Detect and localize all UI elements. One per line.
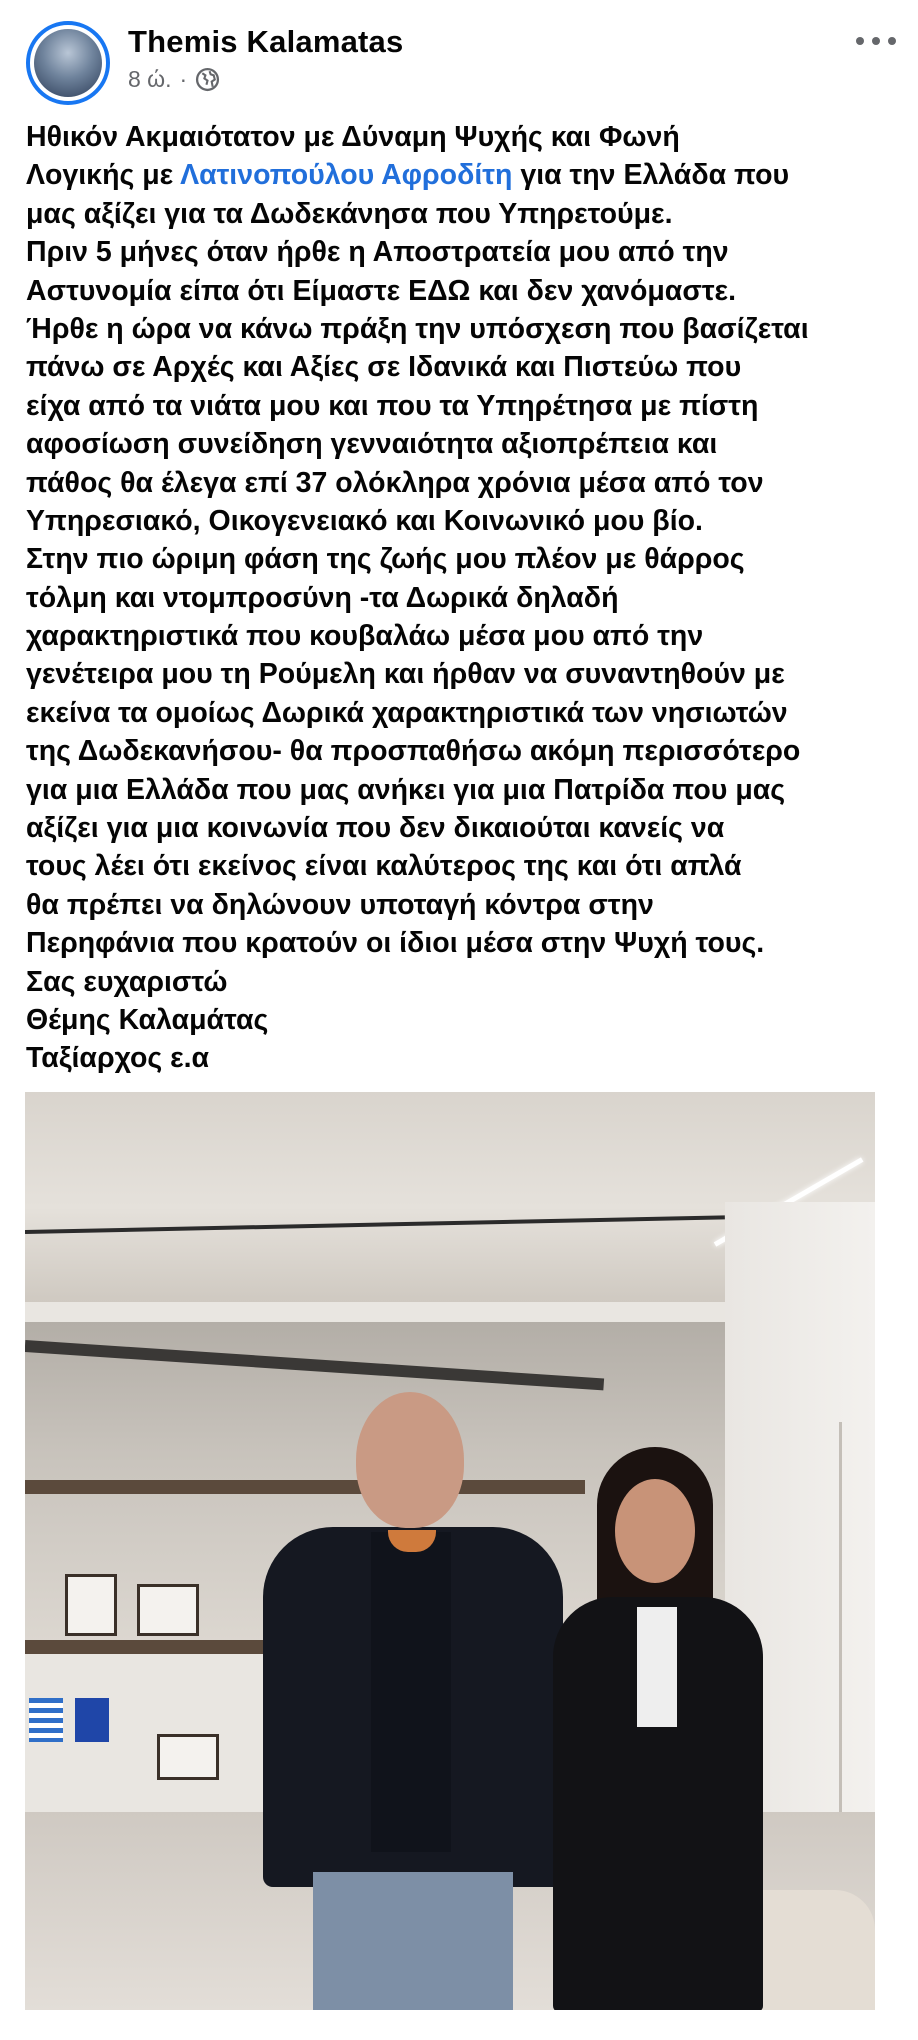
text-line: Ήρθε η ώρα να κάνω πράξη την υπόσχεση που βασίζεται	[26, 312, 809, 345]
eu-flag	[75, 1698, 109, 1742]
post-meta	[128, 66, 220, 93]
man-jeans	[313, 1872, 513, 2010]
woman-top	[637, 1607, 677, 1727]
man-head	[356, 1392, 464, 1528]
text-line: της Δωδεκανήσου- θα προσπαθήσω ακόμη περισσότερο	[26, 735, 801, 768]
text-line: είχα από τα νιάτα μου και που τα Υπηρέτησα με πίστη	[26, 389, 759, 422]
text-line: Αστυνομία είπα ότι Είμαστε ΕΔΩ και δεν χανόμαστε.	[26, 274, 736, 307]
text-line: εκείνα τα ομοίως Δωρικά χαρακτηριστικά των νησιωτών	[26, 696, 788, 729]
post-text	[26, 118, 914, 1078]
text-line	[26, 156, 914, 194]
greek-flag	[29, 1698, 63, 1742]
picture-frame	[65, 1574, 117, 1636]
text-line: χαρακτηριστικά που κουβαλάω μέσα μου από την	[26, 620, 704, 653]
mention-link[interactable]: Λατινοπούλου Αφροδίτη	[180, 159, 513, 192]
picture-frame	[137, 1584, 199, 1636]
picture-frame	[157, 1734, 219, 1780]
post-header	[0, 0, 918, 112]
more-dot	[888, 37, 896, 45]
text-line: Θέμης Καλαμάτας	[26, 1003, 269, 1036]
text-line: αφοσίωση συνείδηση γενναιότητα αξιοπρέπεια και	[26, 428, 718, 461]
text-line: θα πρέπει να δηλώνουν υποταγή κόντρα στην	[26, 888, 654, 921]
text-line: Σας ευχαριστώ	[26, 965, 228, 998]
text-line: Ταξίαρχος ε.α	[26, 1042, 210, 1075]
meta-separator: ·	[179, 66, 188, 92]
text-line: πάνω σε Αρχές και Αξίες σε Ιδανικά και Πιστεύω που	[26, 351, 742, 384]
text-line: Υπηρεσιακό, Οικογενειακό και Κοινωνικό μου βίο.	[26, 504, 703, 537]
text-line: πάθος θα έλεγα επί 37 ολόκληρα χρόνια μέσα από τον	[26, 466, 764, 499]
text-line: Περηφάνια που κρατούν οι ίδιοι μέσα στην Ψυχή τους.	[26, 927, 765, 960]
person-man	[263, 1392, 563, 2010]
avatar-photo	[34, 29, 102, 97]
more-dot	[856, 37, 864, 45]
text-line: Πριν 5 μήνες όταν ήρθε η Αποστρατεία μου από την	[26, 236, 729, 269]
man-shirt	[371, 1532, 451, 1852]
post-time[interactable]: 8 ώ.	[128, 66, 172, 92]
globe-icon	[195, 67, 220, 92]
text-line: γενέτειρα μου τη Ρούμελη και ήρθαν να συναντηθούν με	[26, 658, 785, 691]
woman-face	[615, 1479, 695, 1583]
text-fragment: Λογικής με	[26, 159, 181, 192]
text-line: αξίζει για μια κοινωνία που δεν δικαιούται κανείς να	[26, 812, 725, 845]
text-line: μας αξίζει για τα Δωδεκάνησα που Υπηρετούμε.	[26, 197, 673, 230]
text-line: για μια Ελλάδα που μας ανήκει για μια Πατρίδα που μας	[26, 773, 786, 806]
more-dot	[872, 37, 880, 45]
text-line: τόλμη και ντομπροσύνη -τα Δωρικά δηλαδή	[26, 581, 619, 614]
text-fragment: για την Ελλάδα που	[512, 159, 790, 192]
text-line: Στην πιο ώριμη φάση της ζωής μου πλέον με θάρρος	[26, 543, 745, 576]
text-line: τους λέει ότι εκείνος είναι καλύτερος της και ότι απλά	[26, 850, 742, 883]
post-photo[interactable]	[25, 1092, 875, 2010]
text-line: Ηθικόν Ακμαιότατον με Δύναμη Ψυχής και Φωνή	[26, 121, 680, 153]
author-name[interactable]: Themis Kalamatas	[128, 24, 404, 59]
more-options-icon[interactable]	[852, 26, 900, 56]
person-woman	[545, 1447, 775, 2010]
avatar[interactable]	[26, 21, 110, 105]
